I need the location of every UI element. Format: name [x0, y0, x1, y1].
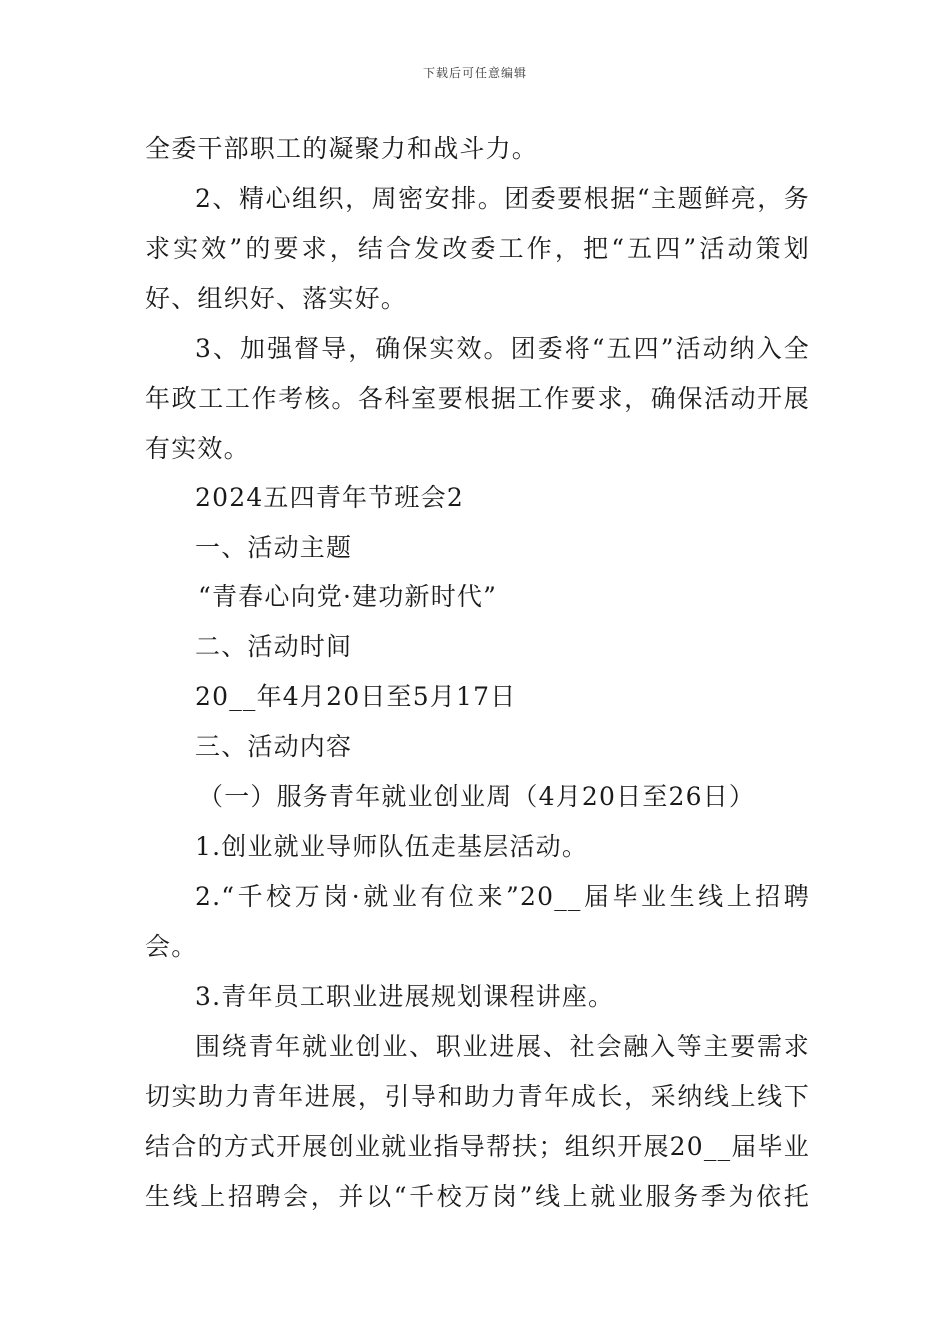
text-line: 会。	[145, 932, 198, 961]
text-line: “青春心向党·建功新时代”	[198, 582, 498, 611]
text-line: 生线上招聘会，并以“千校万岗”线上就业服务季为依托	[145, 1182, 810, 1211]
text-line: 3、加强督导，确保实效。团委将“五四”活动纳入全	[195, 334, 810, 363]
text-line: 全委干部职工的凝聚力和战斗力。	[145, 134, 539, 163]
text-line: 有实效。	[145, 434, 250, 463]
text-line: 围绕青年就业创业、职业进展、社会融入等主要需求	[195, 1032, 810, 1061]
text-line: 2、精心组织，周密安排。团委要根据“主题鲜亮，务	[195, 184, 810, 213]
text-line: 2.“千校万岗·就业有位来”20__届毕业生线上招聘	[195, 882, 810, 911]
text-line: 1.创业就业导师队伍走基层活动。	[195, 832, 589, 861]
heading-content: 三、活动内容	[195, 732, 353, 761]
text-line: 年政工工作考核。各科室要根据工作要求，确保活动开展	[145, 384, 810, 413]
heading-theme: 一、活动主题	[195, 533, 353, 562]
page-header: 下载后可任意编辑	[422, 66, 527, 80]
text-line: 20__年4月20日至5月17日	[195, 682, 517, 711]
text-line: 3.青年员工职业进展规划课程讲座。	[195, 982, 615, 1011]
text-line: 求实效”的要求，结合发改委工作，把“五四”活动策划	[145, 234, 810, 263]
text-line: 结合的方式开展创业就业指导帮扶；组织开展20__届毕业	[145, 1132, 810, 1161]
text-line: 切实助力青年进展，引导和助力青年成长，采纳线上线下	[145, 1082, 810, 1111]
text-line: 好、组织好、落实好。	[145, 284, 408, 313]
section-title: 2024五四青年节班会2	[195, 483, 464, 512]
heading-time: 二、活动时间	[195, 632, 353, 661]
text-line: （一）服务青年就业创业周（4月20日至26日）	[198, 782, 756, 811]
